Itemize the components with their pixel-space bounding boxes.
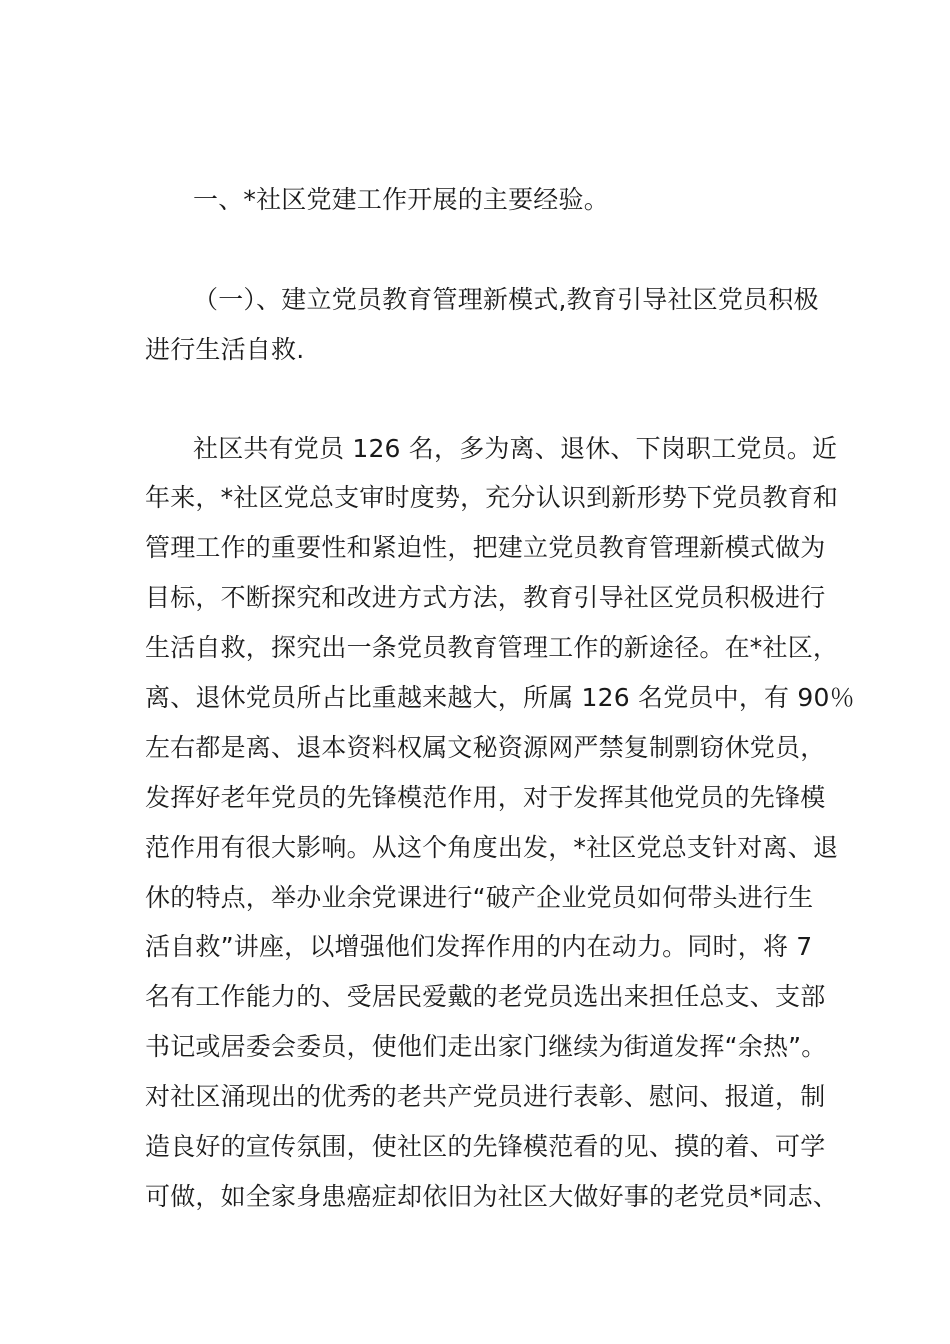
body-line: 名有工作能力的、受居民爱戴的老党员选出来担任总支、支部	[145, 982, 826, 1011]
body-line: 书记或居委会委员，使他们走出家门继续为街道发挥“余热”。	[145, 1032, 827, 1061]
body-line: 发挥好老年党员的先锋模范作用，对于发挥其他党员的先锋模	[145, 783, 826, 812]
body-line: 造良好的宣传氛围，使社区的先锋模范看的见、摸的着、可学	[145, 1132, 826, 1161]
body-line: 范作用有很大影响。从这个角度出发，*社区党总支针对离、退	[145, 833, 839, 862]
body-line: 可做，如全家身患癌症却依旧为社区大做好事的老党员*同志、	[145, 1182, 839, 1211]
body-line: 左右都是离、退本资料权属文秘资源网严禁复制剽窃休党员，	[145, 733, 826, 762]
body-line: 休的特点，举办业余党课进行“破产企业党员如何带头进行生	[145, 883, 814, 912]
body-line: 离、退休党员所占比重越来越大，所属 126 名党员中，有 90％	[145, 683, 855, 712]
body-line: 管理工作的重要性和紧迫性，把建立党员教育管理新模式做为	[145, 533, 826, 562]
subsection-heading-line-1: （一）、建立党员教育管理新模式,教育引导社区党员积极	[193, 285, 819, 314]
body-line: 对社区涌现出的优秀的老共产党员进行表彰、慰问、报道，制	[145, 1082, 826, 1111]
body-line: 生活自救，探究出一条党员教育管理工作的新途径。在*社区，	[145, 633, 839, 662]
body-line: 社区共有党员 126 名，多为离、退休、下岗职工党员。近	[193, 434, 838, 463]
body-line: 活自救”讲座，以增强他们发挥作用的内在动力。同时，将 7	[145, 932, 813, 961]
subsection-heading-line-2: 进行生活自救.	[145, 335, 305, 364]
body-line: 年来，*社区党总支审时度势，充分认识到新形势下党员教育和	[145, 483, 839, 512]
section-heading: 一、*社区党建工作开展的主要经验。	[193, 185, 609, 214]
body-line: 目标，不断探究和改进方式方法，教育引导社区党员积极进行	[145, 583, 826, 612]
